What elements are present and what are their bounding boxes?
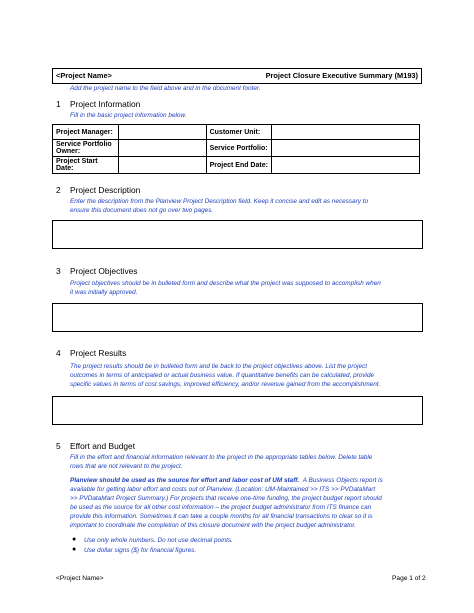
instruction-line: specific values in terms of cost savings, improved efficiency, and/or revenue gained from the accomplishment. xyxy=(70,381,381,388)
bullet-icon: ● xyxy=(72,536,77,543)
table-cell-input[interactable] xyxy=(118,157,206,174)
footer-project-name: <Project Name> xyxy=(56,575,104,582)
section-title: Effort and Budget xyxy=(70,441,136,451)
section-1-heading xyxy=(0,99,474,111)
table-cell-input[interactable] xyxy=(272,140,420,157)
instruction-line xyxy=(70,476,422,485)
table-row xyxy=(53,157,420,174)
section-3-heading xyxy=(0,266,474,278)
note-text: A Business Objects report is xyxy=(302,477,383,484)
table-cell-label: Project Manager: xyxy=(53,125,119,140)
list-item xyxy=(70,546,430,556)
instruction-line: it was initially approved. xyxy=(70,289,138,296)
table-row xyxy=(53,140,420,157)
results-textbox[interactable] xyxy=(52,396,423,425)
instruction-line: Enter the description from the Planview Project Description field. Keep it concise and edit as necessary to xyxy=(70,198,369,205)
bullet-text: Use dollar signs ($) for financial figures. xyxy=(84,547,197,554)
bullet-list xyxy=(70,536,430,556)
table-cell-input[interactable] xyxy=(272,157,420,174)
instruction-line: be used as the source for all other cost information – the project budget administrator from ITS finance can xyxy=(70,504,372,511)
table-row xyxy=(53,125,420,140)
instruction-line: important to coordinate the completion of this closure document with the project budget administrator. xyxy=(70,522,357,529)
section-3-instruction xyxy=(70,279,381,297)
instruction-line: Fill in the effort and financial information relevant to the project in the appropriate tables below. Delete table xyxy=(70,454,373,461)
effort-paragraph xyxy=(70,476,422,530)
section-4-instruction xyxy=(70,362,380,389)
section-title: Project Objectives xyxy=(70,266,138,276)
instruction-line: available for getting labor effort and costs out of Planview. (Location: UM-Maintained >> ITS >> PVDataMart xyxy=(70,486,376,493)
section-4-heading xyxy=(0,348,474,360)
instruction-line: ensure this document does not go over two pages. xyxy=(70,207,214,214)
section-number: 1 xyxy=(56,99,61,109)
instruction-line: >> PVDataMart Project Summary.) For projects that receive one-time funding, the project budget report should xyxy=(70,495,382,502)
list-item xyxy=(70,536,430,546)
section-number: 5 xyxy=(56,441,61,451)
instruction-line: The project results should be in bulleted form and tie back to the project objectives above. List the project xyxy=(70,363,367,370)
instruction-line: provide this information. Sometimes it can take a couple months for all financial transactions to clear so it is xyxy=(70,513,373,520)
section-1-instruction: Fill in the basic project information below. xyxy=(70,112,187,119)
description-textbox[interactable] xyxy=(52,220,423,249)
objectives-textbox[interactable] xyxy=(52,303,423,332)
instruction-line: Project objectives should be in bulleted form and describe what the project was supposed to accomplish when xyxy=(70,280,381,287)
table-cell-input[interactable] xyxy=(118,125,206,140)
header-note: Add the project name to the field above and in the document footer. xyxy=(70,85,261,92)
section-title: Project Description xyxy=(70,185,141,195)
table-cell-label: Project Start Date: xyxy=(53,157,119,174)
document-title: Project Closure Executive Summary (M193) xyxy=(265,71,418,80)
section-number: 2 xyxy=(56,185,61,195)
bullet-icon: ● xyxy=(72,546,77,553)
footer-page-number: Page 1 of 2 xyxy=(392,575,426,582)
section-number: 3 xyxy=(56,266,61,276)
project-name-header: <Project Name> xyxy=(56,71,112,80)
section-2-heading xyxy=(0,185,474,197)
section-5-heading xyxy=(0,441,474,453)
section-title: Project Information xyxy=(70,99,141,109)
table-cell-label: Project End Date: xyxy=(206,157,272,174)
bullet-text: Use only whole numbers. Do not use decimal points. xyxy=(84,537,233,544)
section-title: Project Results xyxy=(70,348,127,358)
bold-note: Planview should be used as the source for effort and labor cost of UM staff. xyxy=(70,477,300,484)
instruction-line: rows that are not relevant to the project. xyxy=(70,463,183,470)
table-cell-label: Customer Unit: xyxy=(206,125,272,140)
section-5-instruction xyxy=(70,453,372,471)
section-2-instruction xyxy=(70,197,368,215)
project-info-table xyxy=(52,124,420,174)
table-cell-input[interactable] xyxy=(118,140,206,157)
header-bar xyxy=(52,68,422,84)
instruction-line: outcomes in terms of anticipated or actual business value. If quantitative benefits can be calculated, provide xyxy=(70,372,375,379)
section-number: 4 xyxy=(56,348,61,358)
table-cell-label: Service Portfolio Owner: xyxy=(53,140,119,157)
table-cell-label: Service Portfolio: xyxy=(206,140,272,157)
table-cell-input[interactable] xyxy=(272,125,420,140)
